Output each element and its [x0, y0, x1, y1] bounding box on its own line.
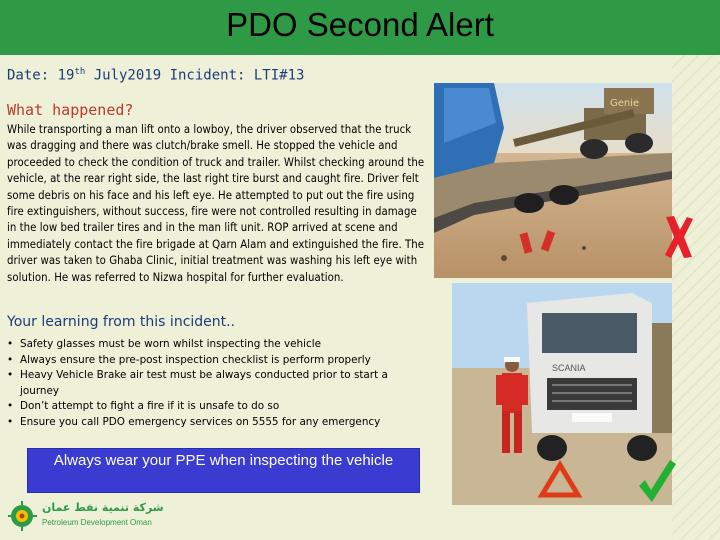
page-title: PDO Second Alert: [226, 6, 494, 43]
learning-heading: Your learning from this incident..: [7, 314, 236, 330]
date-ordinal: th: [74, 67, 86, 77]
ppe-banner-text: Always wear your PPE when inspecting the vehicle: [53, 452, 394, 469]
date-rest: July2019 Incident: LTI#13: [85, 67, 305, 84]
logo-english-text: Petroleum Development Oman: [42, 518, 152, 527]
learning-item: • Don’t attempt to fight a fire if it is unsafe to do so: [7, 399, 427, 415]
pdo-logo: [8, 498, 178, 534]
learning-item: • Heavy Vehicle Brake air test must be always conducted prior to start a journey: [7, 368, 427, 399]
check-mark-icon: [637, 458, 677, 504]
decorative-edge-pattern: [672, 55, 720, 540]
date-prefix: Date: 19: [7, 67, 75, 84]
learning-list: [7, 337, 427, 431]
pdo-emblem-icon: [8, 498, 178, 534]
truck-brand-label: SCANIA: [552, 363, 586, 373]
logo-arabic-text: شركة تنمية نفط عمان: [42, 501, 164, 514]
date-incident-line: [7, 67, 304, 84]
photo-lowboy-manlift: [434, 83, 672, 278]
lowboy-scene-image: [434, 83, 672, 278]
cross-mark-icon: [662, 214, 696, 260]
incident-description: While transporting a man lift onto a lowboy, the driver observed that the truck was dragging and there was clutch/brake smell. He stopped the vehicle and proceeded to check the condition of truck and trailer. Whilst checking around the vehicle, at the rear right side, the last right tire burst and caught fire. Driver felt some debris on his face and his left eye. He attempted to put out the fire using fire extinguishers, without success, fire were not controlled resulting in damage in the low bed trailer tires and in the man lift unit. ROP arrived at scene and immediately contact the fire brigade at Qarn Alam and extinguished the fire. The driver was taken to Ghaba Clinic, initial treatment was washing his left eye with solution. He was referred to Nizwa hospital for further evaluation.: [7, 123, 425, 284]
what-happened-heading: What happened?: [7, 101, 134, 119]
learning-item: • Always ensure the pre-post inspection checklist is perform properly: [7, 353, 427, 369]
learning-item: • Safety glasses must be worn whilst inspecting the vehicle: [7, 337, 427, 353]
learning-item: • Ensure you call PDO emergency services on 5555 for any emergency: [7, 415, 427, 431]
manlift-brand-label: Genie: [610, 98, 640, 109]
ppe-banner: [27, 448, 420, 493]
